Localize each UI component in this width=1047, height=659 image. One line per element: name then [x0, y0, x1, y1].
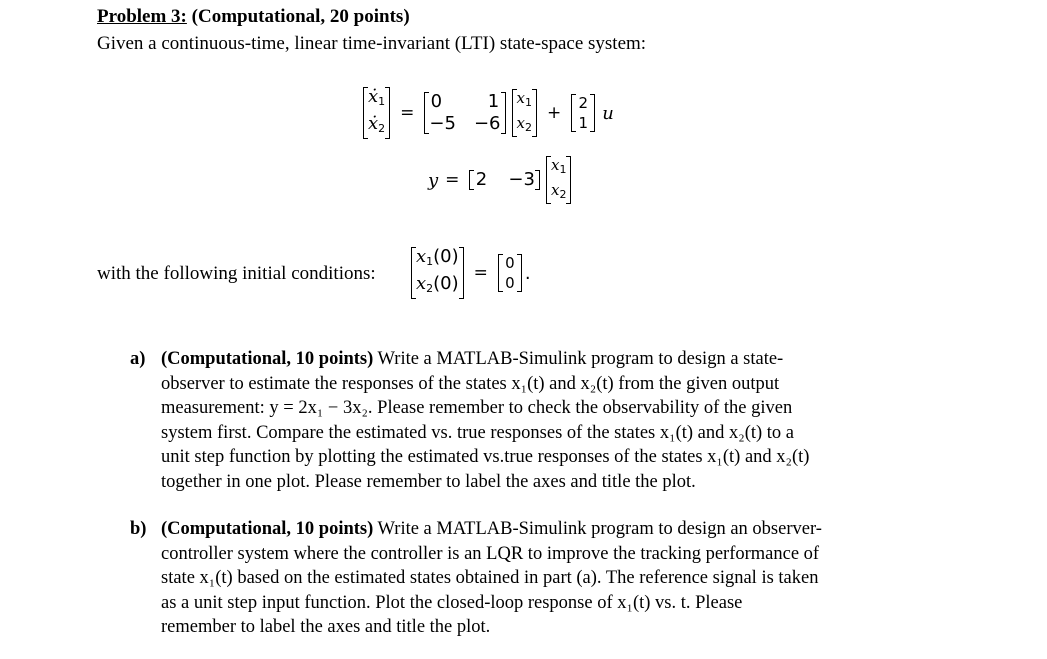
equals-sign: =	[445, 170, 460, 190]
state-equation	[360, 86, 614, 140]
initial-values-vector: 0 0	[498, 253, 522, 293]
trailing-period: .	[524, 262, 531, 284]
initial-state-vector: $x_1(0)$ $x_2(0)$	[411, 246, 464, 300]
part-a-heading: (Computational, 10 points)	[161, 349, 374, 369]
problem-number: Problem 3:	[97, 6, 187, 27]
problem-points: (Computational, 20 points)	[186, 6, 410, 27]
matrix-c: 2 −3	[469, 169, 540, 191]
part-b: b) (Computational, 10 points) Write a MATLAB-Simulink program to design an observer- controller system where the controller is an LQR to improve the tracking performance of state x₁(t) based on the estimated states obtained in part (a). The reference signal is taken as a unit step input function. Plot the closed-loop response of x₁(t) vs. t. Please remember to label the axes and title the plot.	[130, 519, 822, 637]
part-a: a) (Computational, 10 points) Write a MATLAB-Simulink program to design a state- observer to estimate the responses of the states x₁(t) and x₂(t) from the given output measurement: y = 2x₁ − 3x₂. Please remember to check the observability of the given system first. Compare the estimated vs. true responses of the states x₁(t) and x₂(t) to a unit step function by plotting the estimated vs.true responses of the states x₁(t) and x₂(t) together in one plot. Please remember to label the axes and title the plot.	[130, 349, 810, 492]
part-b-heading: (Computational, 10 points)	[161, 519, 374, 539]
problem-title	[97, 6, 410, 28]
state-vector: $x_1$ $x_2$	[512, 88, 537, 138]
output-equation	[428, 155, 574, 205]
initial-conditions	[408, 246, 531, 300]
state-derivative-vector: ẋ$_1$ ẋ$_2$	[363, 86, 390, 140]
matrix-b: 2 1	[571, 93, 595, 133]
equals-sign: =	[473, 263, 488, 283]
input-u: u	[602, 102, 614, 124]
problem-intro: Given a continuous-time, linear time-invariant (LTI) state-space system:	[97, 33, 647, 54]
initial-conditions-label: with the following initial conditions:	[97, 263, 376, 284]
part-a-label: a)	[130, 349, 146, 369]
plus-sign: +	[546, 103, 562, 123]
state-vector: $x_1$ $x_2$	[546, 155, 571, 205]
output-y: y	[428, 169, 439, 191]
part-b-label: b)	[130, 519, 147, 539]
matrix-a: 0 1 −5 −6	[424, 91, 505, 135]
equals-sign: =	[400, 103, 415, 123]
